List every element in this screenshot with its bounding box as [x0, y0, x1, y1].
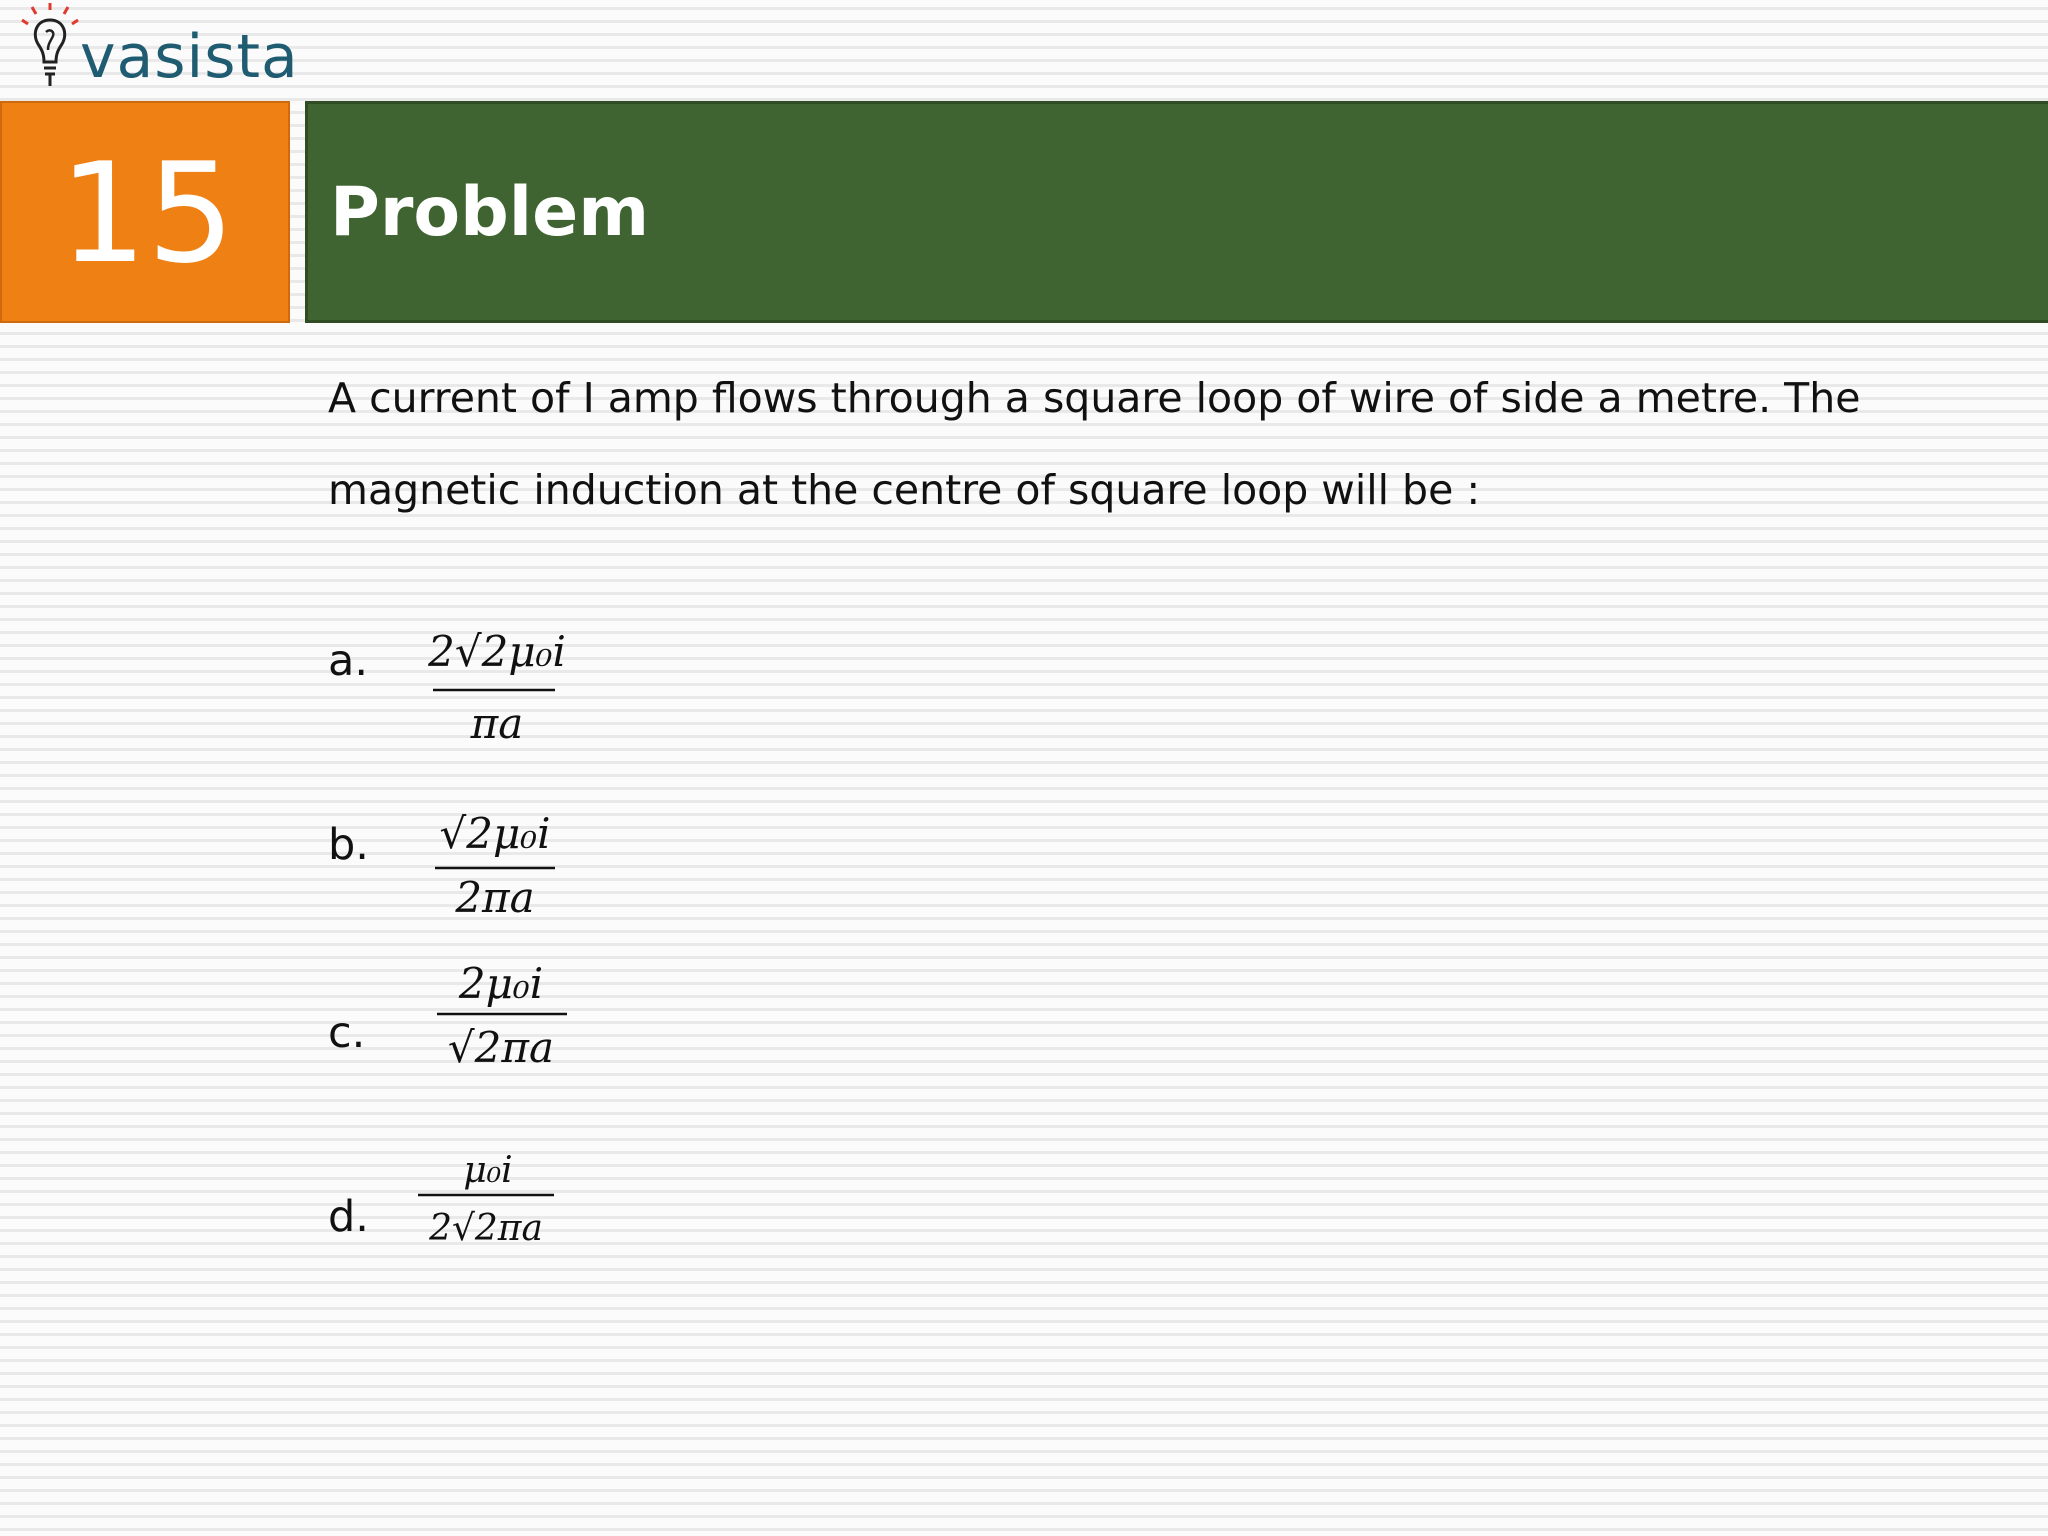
option-b-formula: [425, 800, 575, 925]
option-b-denominator: 2πa: [455, 873, 535, 922]
title-bar: [305, 101, 2048, 323]
option-a-denominator: πa: [470, 699, 524, 748]
option-c-numerator: 2μ₀i: [458, 959, 544, 1008]
problem-number: 15: [59, 133, 235, 294]
page-title: Problem: [330, 173, 650, 252]
option-c-label: c.: [328, 1008, 366, 1058]
option-b-numerator: √2μ₀i: [439, 809, 551, 858]
option-a-label: a.: [328, 636, 369, 686]
option-a-formula: [425, 618, 575, 748]
option-a-numerator: 2√2μ₀i: [428, 627, 566, 676]
logo-text: vasista: [80, 22, 299, 92]
vasista-logo: [20, 2, 299, 97]
option-d-formula: [410, 1140, 575, 1260]
option-b-label: b.: [328, 820, 369, 870]
question-text: A current of I amp flows through a square loop of wire of side a metre. The magnetic induction at the centre of square loop will be :: [328, 374, 1861, 514]
problem-number-box: [0, 101, 290, 323]
option-d-denominator: 2√2πa: [429, 1208, 543, 1249]
option-d-label: d.: [328, 1192, 369, 1242]
option-d-numerator: μ₀i: [463, 1150, 513, 1191]
option-c-formula: [425, 950, 585, 1080]
option-c-denominator: √2πa: [447, 1023, 555, 1072]
